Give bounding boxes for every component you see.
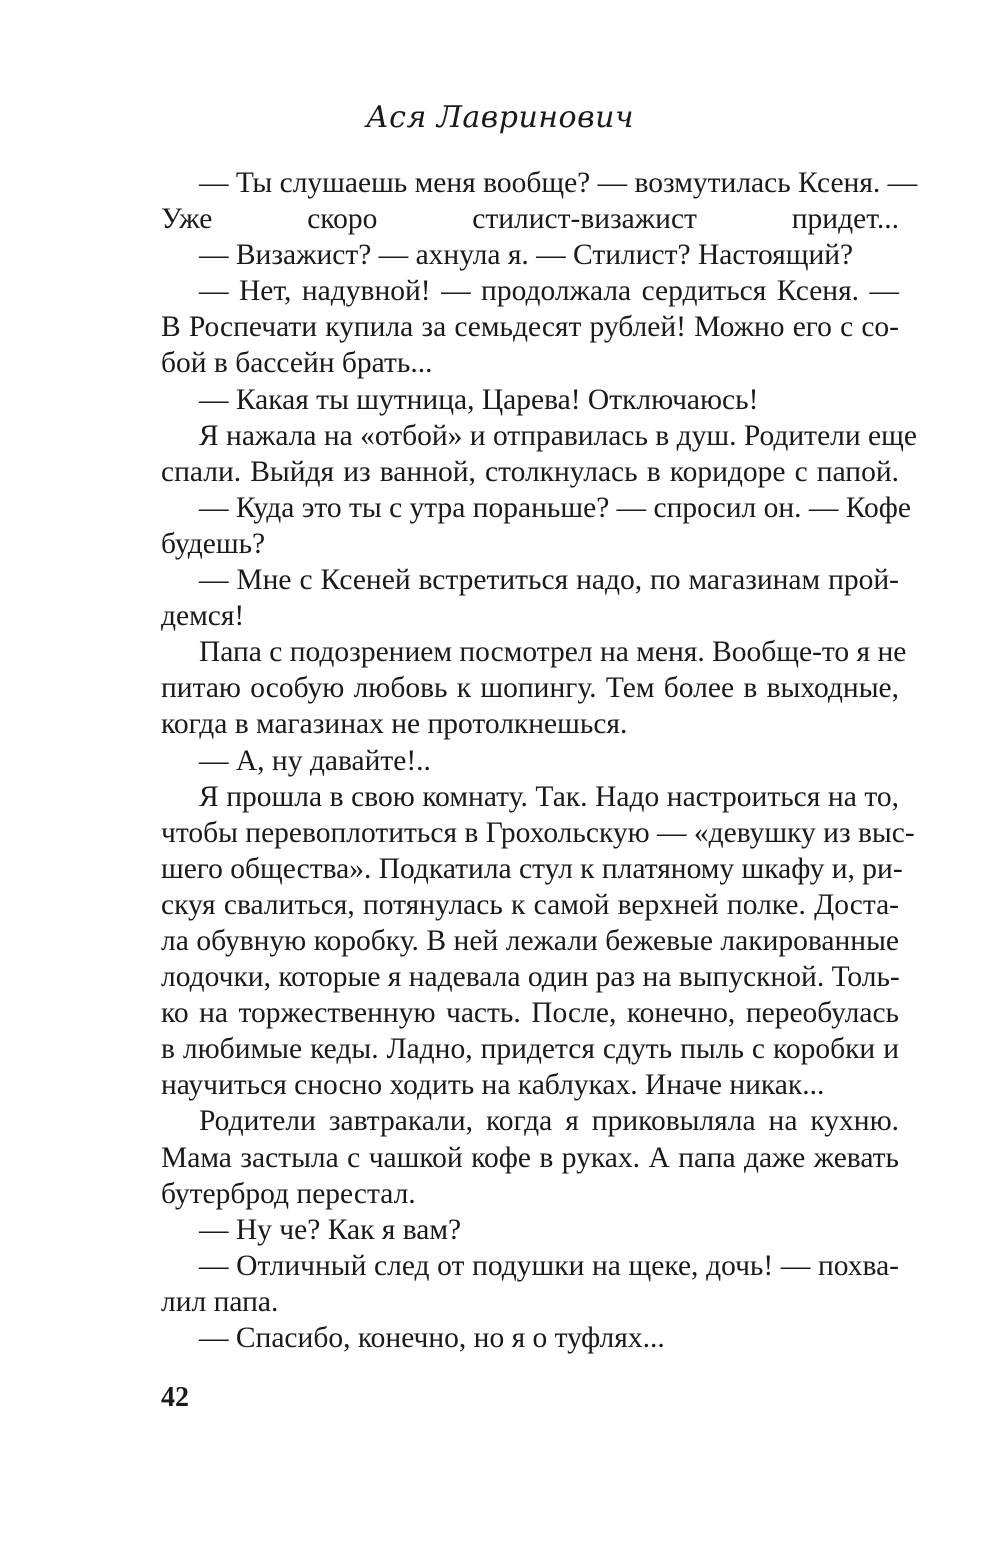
text-line: демся! bbox=[161, 600, 245, 633]
text-line: спали. Выйдя из ванной, столкнулась в коридоре с папой. bbox=[161, 455, 899, 488]
text-line: лил папа. bbox=[161, 1285, 279, 1318]
body-text bbox=[161, 165, 918, 1356]
text-line: в любимые кеды. Ладно, придется сдуть пыль с коробки и bbox=[161, 1033, 899, 1066]
text-line: ко на торжественную часть. После, конечно, переобулась bbox=[161, 997, 899, 1030]
text-line: — Мне с Ксеней встретиться надо, по магазинам прой- bbox=[199, 564, 899, 597]
text-line: — Спасибо, конечно, но я о туфлях... bbox=[199, 1322, 665, 1354]
text-line: — Отличный след от подушки на щеке, дочь! — похва- bbox=[199, 1249, 899, 1282]
text-line: питаю особую любовь к шопингу. Тем более в выходные, bbox=[161, 672, 899, 705]
text-line: — Ну че? Как я вам? bbox=[199, 1213, 462, 1246]
text-line: В Роспечати купила за семьдесят рублей! Можно его с со- bbox=[161, 311, 899, 344]
text-line: — Какая ты шутница, Царева! Отключаюсь! bbox=[199, 383, 759, 416]
text-line: — Куда это ты с утра пораньше? — спросил он. — Кофе bbox=[199, 491, 911, 524]
text-line: Папа с подозрением посмотрел на меня. Вообще-то я не bbox=[199, 636, 907, 669]
text-line: бутерброд перестал. bbox=[161, 1177, 416, 1210]
text-line: — Нет, надувной! — продолжала сердиться Ксеня. — bbox=[199, 275, 899, 308]
text-line: Уже скоро стилист-визажист придет... bbox=[161, 203, 899, 236]
text-line: — Визажист? — ахнула я. — Стилист? Настоящий? bbox=[199, 239, 854, 272]
text-line: будешь? bbox=[161, 527, 266, 560]
text-line: научиться сносно ходить на каблуках. Иначе никак... bbox=[161, 1069, 825, 1102]
text-line: когда в магазинах не протолкнешься. bbox=[161, 708, 628, 741]
text-line: шего общества». Подкатила стул к платяному шкафу и, ри- bbox=[161, 852, 903, 885]
text-line: — Ты слушаешь меня вообще? — возмутилась Ксеня. — bbox=[199, 167, 918, 199]
page-number: 42 bbox=[161, 1382, 189, 1413]
text-line: Мама застыла с чашкой кофе в руках. А папа даже жевать bbox=[161, 1141, 899, 1174]
text-line: лодочки, которые я надевала один раз на выпускной. Толь- bbox=[161, 961, 900, 994]
text-line: чтобы перевоплотиться в Грохольскую — «девушку из выс- bbox=[161, 816, 915, 849]
text-line: ла обувную коробку. В ней лежали бежевые лакированные bbox=[161, 924, 899, 957]
text-line: бой в бассейн брать... bbox=[161, 347, 433, 380]
text-line: — А, ну давайте!.. bbox=[199, 744, 431, 777]
text-line: скуя свалиться, потянулась к самой верхней полке. Доста- bbox=[161, 888, 899, 921]
text-line: Родители завтракали, когда я приковыляла на кухню. bbox=[199, 1105, 899, 1138]
text-line: Я нажала на «отбой» и отправилась в душ. Родители еще bbox=[199, 419, 917, 452]
text-line: Я прошла в свою комнату. Так. Надо настроиться на то, bbox=[199, 780, 899, 813]
running-header-author: Ася Лавринович bbox=[365, 100, 635, 135]
